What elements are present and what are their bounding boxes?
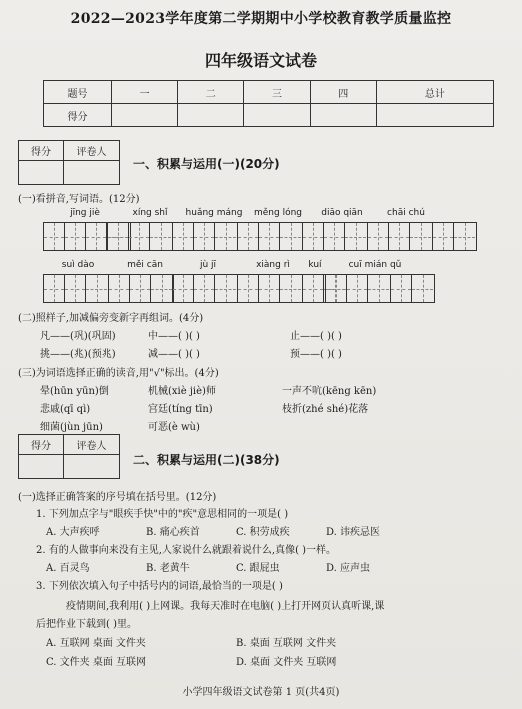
score-cell (244, 104, 310, 127)
score-table (43, 80, 494, 127)
q3-item[interactable]: 晕(hūn yūn)倒 (40, 386, 109, 397)
s2-item2-question: 2. 有的人做事向来没有主见,人家说什么就跟着说什么,真像( )一样。 (36, 545, 337, 556)
pinyin-label: jīng jiè (70, 208, 100, 218)
pinyin-label: huǎng máng (185, 208, 243, 218)
q3-item[interactable]: 悲戚(qī qì) (40, 404, 91, 415)
writing-grid[interactable] (390, 274, 435, 303)
score-cell (178, 104, 244, 127)
s2-item3-opt-b[interactable]: B. 桌面 互联网 文件夹 (236, 638, 337, 649)
q3-item[interactable]: 宫廷(tíng tīn) (148, 404, 213, 415)
pinyin-label: měng lóng (253, 208, 302, 218)
writing-grid[interactable] (172, 274, 238, 303)
q2-line2-c[interactable]: 预——( )( ) (290, 349, 342, 360)
grader-cell (64, 455, 120, 479)
score-cell (310, 104, 376, 127)
s2-item2-opt-d[interactable]: D. 应声虫 (326, 563, 371, 574)
s2-item3-para1[interactable]: 疫情期间,我利用( )上网课。我每天准时在电脑( )上打开网页认真听课,课 (66, 601, 385, 612)
writing-grid[interactable] (367, 222, 433, 251)
writing-grid[interactable] (432, 222, 477, 251)
pinyin-label: kuí (308, 260, 322, 270)
pinyin-label: diāo qiān (321, 208, 363, 218)
q2-line1-c[interactable]: 止——( )( ) (290, 331, 342, 342)
s2-item1-opt-a[interactable]: A. 大声疾呼 (46, 527, 100, 538)
q2-line1-b[interactable]: 中——( )( ) (148, 331, 200, 342)
writing-grid[interactable] (237, 222, 303, 251)
q3-item[interactable]: 机械(xiè jiè)师 (148, 386, 216, 397)
writing-grid[interactable] (43, 274, 109, 303)
q2-prompt: (二)照样子,加减偏旁变新字再组词。(4分) (18, 313, 204, 324)
section1-title: 一、积累与运用(一)(20分) (133, 157, 280, 171)
writing-grid[interactable] (107, 222, 173, 251)
s2-item3-opt-d[interactable]: D. 桌面 文件夹 互联网 (236, 657, 337, 668)
q2-line2-b[interactable]: 减——( )( ) (148, 349, 200, 360)
score-header-4: 四 (310, 81, 376, 104)
s2-item1-question: 1. 下列加点字与"眼疾手快"中的"疾"意思相同的一项是( ) (36, 509, 289, 520)
q3-item[interactable]: 枝折(zhé shé)花落 (282, 404, 369, 415)
grader-name-label: 评卷人 (64, 435, 120, 455)
pinyin-label: cuī mián qǔ (348, 260, 402, 270)
q2-line2-a: 挑——(兆)(预兆) (40, 349, 116, 360)
writing-grid[interactable] (302, 222, 368, 251)
s2-item1-opt-c[interactable]: C. 积劳成疾 (236, 527, 290, 538)
s2-item1-opt-d[interactable]: D. 讳疾忌医 (326, 527, 381, 538)
grader-score-label: 得分 (19, 141, 64, 161)
s2-item3-para2[interactable]: 后把作业下载到( )里。 (36, 619, 137, 630)
writing-grid[interactable] (237, 274, 303, 303)
score-header-total: 总计 (376, 81, 493, 104)
q3-item[interactable]: 一声不吭(kēng kēn) (282, 386, 377, 397)
score-row-label: 得分 (44, 104, 112, 127)
grader-box-2 (18, 434, 120, 479)
s2-item2-opt-a[interactable]: A. 百灵鸟 (46, 563, 90, 574)
writing-grid[interactable] (108, 274, 174, 303)
s2-item2-opt-c[interactable]: C. 跟屁虫 (236, 563, 280, 574)
s2-item3-opt-c[interactable]: C. 文件夹 桌面 互联网 (46, 657, 147, 668)
exam-subtitle: 四年级语文试卷 (204, 51, 317, 70)
s2-item3-opt-a[interactable]: A. 互联网 桌面 文件夹 (46, 638, 146, 649)
score-header-2: 二 (178, 81, 244, 104)
pinyin-label: suì dào (61, 260, 95, 270)
pinyin-label: xiàng rì (256, 260, 290, 270)
score-header-1: 一 (112, 81, 178, 104)
s2-q1-prompt: (一)选择正确答案的序号填在括号里。(12分) (18, 492, 217, 503)
grader-name-label: 评卷人 (64, 141, 120, 161)
pinyin-label: chāi chú (387, 208, 425, 218)
q2-line1-a: 凡——(巩)(巩固) (40, 331, 116, 342)
writing-grid[interactable] (172, 222, 238, 251)
s2-item3-question: 3. 下列依次填入句子中括号内的词语,最恰当的一项是( ) (36, 581, 283, 592)
pinyin-label: jù jī (199, 260, 217, 270)
grader-cell (19, 455, 64, 479)
exam-title: 2022—2023学年度第二学期期中小学校教育教学质量监控 (70, 11, 452, 27)
score-cell (376, 104, 493, 127)
pinyin-label: měi cān (127, 260, 163, 270)
grader-score-label: 得分 (19, 435, 64, 455)
q3-item[interactable]: 可恶(è wù) (148, 422, 200, 433)
grader-cell (64, 161, 120, 185)
page-footer: 小学四年级语文试卷第 1 页(共4页) (182, 687, 340, 698)
pinyin-label: xíng shǐ (132, 208, 168, 218)
grader-box-1 (18, 140, 120, 185)
section2-title: 二、积累与运用(二)(38分) (133, 453, 280, 467)
writing-grid[interactable] (325, 274, 391, 303)
score-header-label: 题号 (44, 81, 112, 104)
s2-item2-opt-b[interactable]: B. 老黄牛 (146, 563, 190, 574)
score-cell (112, 104, 178, 127)
s2-item1-opt-b[interactable]: B. 痛心疾首 (146, 527, 200, 538)
q3-prompt: (三)为词语选择正确的读音,用"√"标出。(4分) (18, 368, 219, 379)
score-header-3: 三 (244, 81, 310, 104)
grader-cell (19, 161, 64, 185)
q1-prompt: (一)看拼音,写词语。(12分) (18, 194, 140, 205)
q3-item[interactable]: 细菌(jùn jūn) (40, 422, 103, 433)
